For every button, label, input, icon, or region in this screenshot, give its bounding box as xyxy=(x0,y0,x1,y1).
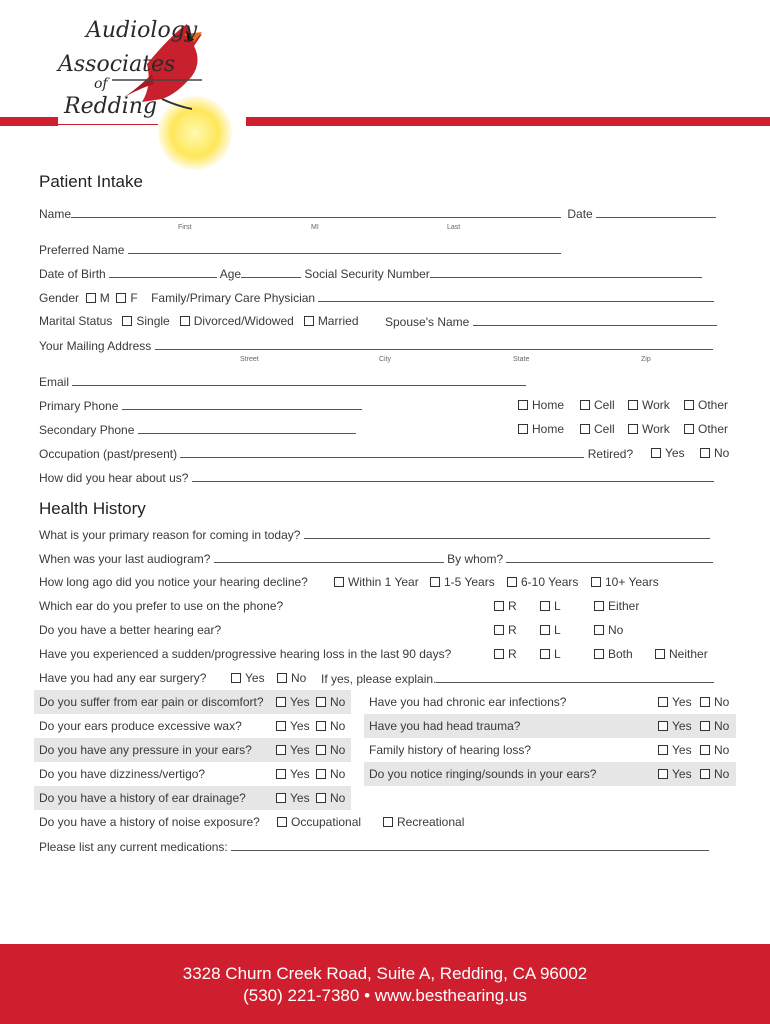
surgery-no-option[interactable] xyxy=(277,671,306,685)
option-label: Yes xyxy=(290,719,310,733)
option-label: Home xyxy=(532,422,565,436)
primary-work-option[interactable] xyxy=(628,398,670,412)
sudden-r-option[interactable] xyxy=(494,647,517,661)
checkbox[interactable] xyxy=(651,448,661,458)
logo-line-3: of xyxy=(94,76,108,92)
sudden-l-option[interactable] xyxy=(540,647,561,661)
q-infections: Have you had chronic ear infections? xyxy=(369,695,567,709)
secondary-cell-option[interactable] xyxy=(580,422,615,436)
married-label: Married xyxy=(317,314,359,328)
option-label: Cell xyxy=(594,398,615,412)
checkbox[interactable] xyxy=(276,697,286,707)
option-label: Neither xyxy=(669,647,708,661)
checkbox[interactable] xyxy=(591,577,601,587)
option-label: Work xyxy=(642,398,670,412)
checkbox[interactable] xyxy=(334,577,344,587)
phone-ear-label: Which ear do you prefer to use on the phone? xyxy=(39,599,284,613)
checkbox[interactable] xyxy=(628,400,638,410)
surgery-explain-label: If yes, please explain. xyxy=(321,672,437,686)
checkbox[interactable] xyxy=(700,721,710,731)
option-label: Yes xyxy=(290,791,310,805)
secondary-work-option[interactable] xyxy=(628,422,670,436)
checkbox[interactable] xyxy=(700,769,710,779)
reason-row xyxy=(39,527,710,542)
option-label: Yes xyxy=(665,446,685,460)
medications-row xyxy=(39,839,709,854)
sub-last: Last xyxy=(447,224,461,231)
checkbox[interactable] xyxy=(277,817,287,827)
q-trauma: Have you had head trauma? xyxy=(369,719,521,733)
checkbox[interactable] xyxy=(580,424,590,434)
q-infections-yes[interactable] xyxy=(658,695,692,709)
logo-line-1: Audiology xyxy=(86,18,198,43)
option-label: No xyxy=(714,767,730,781)
better-ear-no-option[interactable] xyxy=(594,623,623,637)
audiogram-row xyxy=(39,551,713,566)
physician-label: Family/Primary Care Physician xyxy=(151,291,316,305)
date-field[interactable] xyxy=(596,206,716,218)
q-pressure: Do you have any pressure in your ears? xyxy=(39,743,252,757)
dob-field[interactable] xyxy=(109,266,217,278)
footer-address: 3328 Churn Creek Road, Suite A, Redding, CA 96002 xyxy=(182,964,588,983)
q-wax: Do your ears produce excessive wax? xyxy=(39,719,242,733)
sudden-row xyxy=(39,647,451,661)
by-whom-field[interactable] xyxy=(506,551,713,563)
option-label: No xyxy=(714,743,730,757)
logo-underline xyxy=(58,124,158,125)
q-ringing: Do you notice ringing/sounds in your ears? xyxy=(369,767,597,781)
checkbox[interactable] xyxy=(518,424,528,434)
option-label: Other xyxy=(698,422,729,436)
option-label: 6-10 Years xyxy=(521,575,579,589)
q-dizzy-no[interactable] xyxy=(316,767,345,781)
option-label: No xyxy=(714,695,730,709)
surgery-yes-option[interactable] xyxy=(231,671,265,685)
decline-10plus-option[interactable] xyxy=(591,575,659,589)
option-label: No xyxy=(330,719,346,733)
checkbox[interactable] xyxy=(494,601,504,611)
heard-label: How did you hear about us? xyxy=(39,471,189,485)
gender-m-checkbox[interactable] xyxy=(86,293,96,303)
option-label: No xyxy=(330,767,346,781)
better-ear-row xyxy=(39,623,221,637)
header-bar-left xyxy=(0,117,58,126)
sub-first: First xyxy=(178,224,192,231)
better-ear-r-option[interactable] xyxy=(494,623,517,637)
audiogram-label: When was your last audiogram? xyxy=(39,552,211,566)
option-label: Yes xyxy=(290,767,310,781)
option-label: R xyxy=(508,647,517,661)
option-label: Within 1 Year xyxy=(348,575,419,589)
address-field[interactable] xyxy=(155,338,713,350)
email-label: Email xyxy=(39,375,70,389)
option-label: L xyxy=(554,623,561,637)
checkbox[interactable] xyxy=(316,769,326,779)
q-family-no[interactable] xyxy=(700,743,729,757)
noise-row xyxy=(39,815,260,829)
q-trauma-no[interactable] xyxy=(700,719,729,733)
checkbox[interactable] xyxy=(507,577,517,587)
checkbox[interactable] xyxy=(494,625,504,635)
occupation-row xyxy=(39,446,633,461)
checkbox[interactable] xyxy=(594,649,604,659)
by-whom-label: By whom? xyxy=(447,552,504,566)
checkbox[interactable] xyxy=(316,793,326,803)
noise-occupational-option[interactable] xyxy=(277,815,361,829)
q-pressure-no[interactable] xyxy=(316,743,345,757)
noise-recreational-option[interactable] xyxy=(383,815,464,829)
medications-label: Please list any current medications: xyxy=(39,840,228,854)
marital-label: Marital Status xyxy=(39,314,113,328)
option-label: Occupational xyxy=(291,815,362,829)
ssn-field[interactable] xyxy=(430,266,702,278)
option-label: Work xyxy=(642,422,670,436)
email-row xyxy=(39,374,526,389)
physician-field[interactable] xyxy=(318,290,714,302)
divorced-label: Divorced/Widowed xyxy=(193,314,294,328)
checkbox[interactable] xyxy=(580,400,590,410)
better-ear-label: Do you have a better hearing ear? xyxy=(39,623,222,637)
dob-label: Date of Birth xyxy=(39,267,106,281)
option-label: No xyxy=(330,695,346,709)
checkbox[interactable] xyxy=(316,721,326,731)
name-row xyxy=(39,206,716,221)
option-label: No xyxy=(330,743,346,757)
option-label: Cell xyxy=(594,422,615,436)
logo-line-2: Associates xyxy=(58,52,176,77)
medications-field[interactable] xyxy=(231,839,709,851)
sub-zip: Zip xyxy=(641,356,651,363)
surgery-row xyxy=(39,671,206,685)
reason-label: What is your primary reason for coming in today? xyxy=(39,528,301,542)
option-label: Yes xyxy=(290,743,310,757)
checkbox[interactable] xyxy=(277,673,287,683)
surgery-label: Have you had any ear surgery? xyxy=(39,671,207,685)
address-row xyxy=(39,338,713,353)
option-label: Both xyxy=(608,647,633,661)
option-label: R xyxy=(508,599,517,613)
checkbox[interactable] xyxy=(494,649,504,659)
phone-ear-r-option[interactable] xyxy=(494,599,517,613)
checkbox[interactable] xyxy=(276,769,286,779)
phone-ear-l-option[interactable] xyxy=(540,599,561,613)
section-title-health-history: Health History xyxy=(39,499,146,518)
sub-street: Street xyxy=(240,356,259,363)
preferred-name-row xyxy=(39,242,561,257)
married-checkbox[interactable] xyxy=(304,316,314,326)
footer xyxy=(0,944,770,1024)
name-label: Name xyxy=(39,207,72,221)
option-label: No xyxy=(608,623,624,637)
checkbox[interactable] xyxy=(383,817,393,827)
retired-label: Retired? xyxy=(587,447,634,461)
option-label: Yes xyxy=(672,695,692,709)
option-label: Yes xyxy=(672,767,692,781)
phone-ear-row xyxy=(39,599,283,613)
checkbox[interactable] xyxy=(658,721,668,731)
secondary-phone-label: Secondary Phone xyxy=(39,423,135,437)
age-field[interactable] xyxy=(241,266,301,278)
q-pain-no[interactable] xyxy=(316,695,345,709)
logo-line-4: Redding xyxy=(64,94,158,119)
option-label: Yes xyxy=(290,695,310,709)
gender-m-label: M xyxy=(99,291,110,305)
better-ear-l-option[interactable] xyxy=(540,623,561,637)
sudden-both-option[interactable] xyxy=(594,647,633,661)
option-label: Home xyxy=(532,398,565,412)
occupation-field[interactable] xyxy=(180,446,584,458)
q-family: Family history of hearing loss? xyxy=(369,743,532,757)
preferred-name-field[interactable] xyxy=(128,242,561,254)
primary-other-option[interactable] xyxy=(684,398,728,412)
occupation-label: Occupation (past/present) xyxy=(39,447,178,461)
checkbox[interactable] xyxy=(276,793,286,803)
q-family-yes[interactable] xyxy=(658,743,692,757)
noise-label: Do you have a history of noise exposure? xyxy=(39,815,260,829)
checkbox[interactable] xyxy=(655,649,665,659)
primary-home-option[interactable] xyxy=(518,398,564,412)
option-label: 10+ Years xyxy=(605,575,659,589)
q-drainage: Do you have a history of ear drainage? xyxy=(39,791,246,805)
sudden-neither-option[interactable] xyxy=(655,647,708,661)
surgery-explain-row xyxy=(321,671,714,686)
date-label: Date xyxy=(567,207,593,221)
q-trauma-yes[interactable] xyxy=(658,719,692,733)
dob-row xyxy=(39,266,702,281)
checkbox[interactable] xyxy=(658,697,668,707)
sub-mi: MI xyxy=(311,224,319,231)
email-field[interactable] xyxy=(72,374,526,386)
reason-field[interactable] xyxy=(304,527,710,539)
q-drainage-yes[interactable] xyxy=(276,791,310,805)
q-ringing-no[interactable] xyxy=(700,767,729,781)
audiogram-field[interactable] xyxy=(214,551,444,563)
retired-yes-option[interactable] xyxy=(651,446,685,460)
primary-cell-option[interactable] xyxy=(580,398,615,412)
gender-label: Gender xyxy=(39,291,80,305)
checkbox[interactable] xyxy=(231,673,241,683)
single-checkbox[interactable] xyxy=(122,316,132,326)
primary-phone-row xyxy=(39,398,362,413)
checkbox[interactable] xyxy=(276,721,286,731)
checkbox[interactable] xyxy=(658,745,668,755)
footer-contact[interactable]: (530) 221-7380 • www.besthearing.us xyxy=(243,986,527,1005)
preferred-name-label: Preferred Name xyxy=(39,243,125,257)
gender-row xyxy=(39,290,714,305)
option-label: No xyxy=(291,671,307,685)
q-pressure-yes[interactable] xyxy=(276,743,310,757)
checkbox[interactable] xyxy=(540,601,550,611)
option-label: L xyxy=(554,647,561,661)
decline-within1-option[interactable] xyxy=(334,575,419,589)
q-drainage-no[interactable] xyxy=(316,791,345,805)
primary-phone-field[interactable] xyxy=(122,398,362,410)
checkbox[interactable] xyxy=(684,400,694,410)
option-label: 1-5 Years xyxy=(444,575,495,589)
checkbox[interactable] xyxy=(700,745,710,755)
checkbox[interactable] xyxy=(316,745,326,755)
gender-f-checkbox[interactable] xyxy=(116,293,126,303)
section-title-patient-intake: Patient Intake xyxy=(39,172,143,191)
option-label: No xyxy=(330,791,346,805)
header-bar-right xyxy=(246,117,770,126)
checkbox[interactable] xyxy=(518,400,528,410)
spouse-field[interactable] xyxy=(473,314,717,326)
checkbox[interactable] xyxy=(594,601,604,611)
sub-city: City xyxy=(379,356,392,363)
marital-row xyxy=(39,314,359,328)
secondary-home-option[interactable] xyxy=(518,422,564,436)
option-label: Yes xyxy=(672,743,692,757)
option-label: No xyxy=(714,719,730,733)
checkbox[interactable] xyxy=(316,697,326,707)
checkbox[interactable] xyxy=(540,625,550,635)
checkbox[interactable] xyxy=(594,625,604,635)
checkbox[interactable] xyxy=(430,577,440,587)
checkbox[interactable] xyxy=(628,424,638,434)
phone-ear-either-option[interactable] xyxy=(594,599,639,613)
surgery-explain-field[interactable] xyxy=(436,671,714,683)
q-infections-no[interactable] xyxy=(700,695,729,709)
name-field[interactable] xyxy=(71,206,561,218)
option-label: R xyxy=(508,623,517,637)
q-wax-no[interactable] xyxy=(316,719,345,733)
secondary-other-option[interactable] xyxy=(684,422,728,436)
q-ringing-yes[interactable] xyxy=(658,767,692,781)
option-label: Recreational xyxy=(397,815,465,829)
secondary-phone-row xyxy=(39,422,356,437)
spouse-row xyxy=(385,314,717,329)
checkbox[interactable] xyxy=(276,745,286,755)
decline-label: How long ago did you notice your hearing decline? xyxy=(39,575,308,589)
checkbox[interactable] xyxy=(658,769,668,779)
q-pain: Do you suffer from ear pain or discomfort? xyxy=(39,695,264,709)
q-pain-yes[interactable] xyxy=(276,695,310,709)
q-wax-yes[interactable] xyxy=(276,719,310,733)
checkbox[interactable] xyxy=(700,697,710,707)
checkbox[interactable] xyxy=(540,649,550,659)
secondary-phone-field[interactable] xyxy=(138,422,356,434)
sub-state: State xyxy=(513,356,530,363)
option-label: Yes xyxy=(245,671,265,685)
spouse-label: Spouse's Name xyxy=(385,315,470,329)
option-label: L xyxy=(554,599,561,613)
retired-no-option[interactable] xyxy=(700,446,729,460)
address-label: Your Mailing Address xyxy=(39,339,152,353)
single-label: Single xyxy=(136,314,170,328)
gender-f-label: F xyxy=(130,291,138,305)
primary-phone-label: Primary Phone xyxy=(39,399,119,413)
option-label: Other xyxy=(698,398,729,412)
logo xyxy=(52,14,242,164)
q-dizzy: Do you have dizziness/vertigo? xyxy=(39,767,206,781)
sudden-label: Have you experienced a sudden/progressive hearing loss in the last 90 days? xyxy=(39,647,452,661)
q-dizzy-yes[interactable] xyxy=(276,767,310,781)
decline-row xyxy=(39,575,308,589)
option-label: Yes xyxy=(672,719,692,733)
ssn-label: Social Security Number xyxy=(304,267,430,281)
decline-6-10-option[interactable] xyxy=(507,575,578,589)
option-label: Either xyxy=(608,599,640,613)
decline-1-5-option[interactable] xyxy=(430,575,495,589)
divorced-checkbox[interactable] xyxy=(180,316,190,326)
checkbox[interactable] xyxy=(684,424,694,434)
heard-field[interactable] xyxy=(192,470,714,482)
heard-row xyxy=(39,470,714,485)
checkbox[interactable] xyxy=(700,448,710,458)
age-label: Age xyxy=(219,267,242,281)
option-label: No xyxy=(714,446,730,460)
